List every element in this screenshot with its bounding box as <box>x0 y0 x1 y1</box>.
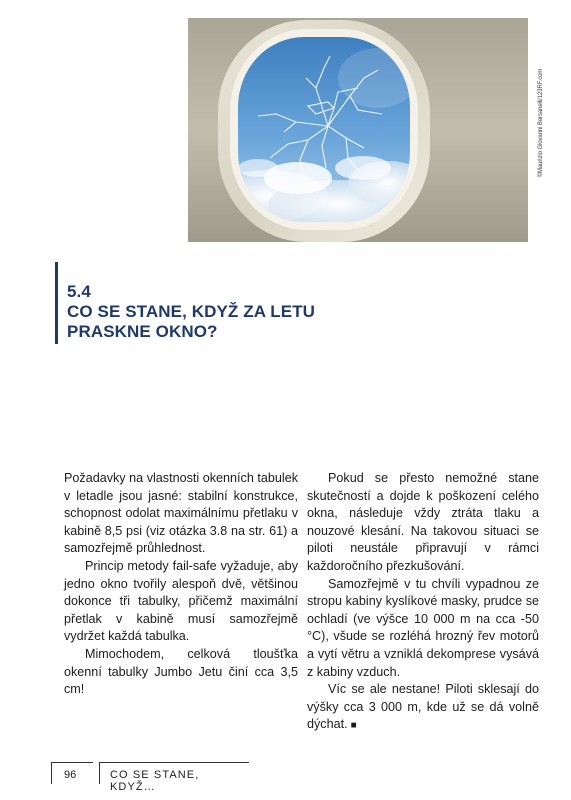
paragraph: Samozřejmě v tu chvíli vypadnou ze stropu kabiny kyslíkové masky, prudce se ochladí (ve výšce 10 000 m na cca -50 °C), všude se rozléhá hrozný řev motorů a vytí větru a vzniklá dekomprese vysává z kabiny vzduch. <box>307 576 539 679</box>
paragraph: Požadavky na vlastnosti okenních tabulek v letadle jsou jasné: stabilní konstrukce, schopnost odolat maximálnímu přetlaku v kabině 8,5 psi (viz otázka 3.8 na str. 61) a samozřejmě průhlednost. <box>64 471 298 556</box>
running-title-text: CO SE STANE, KDYŽ… <box>110 769 200 793</box>
paragraph: Pokud se přesto nemožné stane skutečností a dojde k poškození celého okna, následuje vždy ztráta tlaku a nouzové klesání. Na takovou situaci se piloti neustále připravují v rámci každoročního přezkušování. <box>307 471 539 573</box>
photo-credit-text: ©Maurizio Giovanni Bersanelli/123RF.com <box>538 68 544 178</box>
page-number-text: 96 <box>64 769 77 781</box>
body-column-right <box>307 470 539 735</box>
airplane-window-illustration <box>188 18 528 242</box>
paragraph: Mimochodem, celková tloušťka okenní tabulky Jumbo Jetu činí cca 3,5 cm! <box>64 646 298 697</box>
end-of-article-mark: ■ <box>350 720 357 732</box>
paragraph-final <box>307 681 539 735</box>
section-title-line-2: PRASKNE OKNO? <box>67 322 218 341</box>
section-accent-bar <box>55 262 58 344</box>
section-number: 5.4 <box>67 282 91 301</box>
running-title <box>99 762 249 793</box>
cracked-window-photo <box>188 18 528 242</box>
paragraph-text: Víc se ale nestane! Piloti sklesají do výšky cca 3 000 m, kde už se dá volně dýchat. <box>307 682 539 732</box>
page-number <box>51 762 93 784</box>
paragraph: Princip metody fail-safe vyžaduje, aby jedno okno tvořily alespoň dvě, většinou dokonce tři tabulky, přičemž maximální přetlak v kabině musí samozřejmě vydržet každá tabulka. <box>64 558 298 644</box>
body-column-left <box>64 470 298 699</box>
section-heading <box>67 282 315 342</box>
section-title-line-1: CO SE STANE, KDYŽ ZA LETU <box>67 302 316 321</box>
